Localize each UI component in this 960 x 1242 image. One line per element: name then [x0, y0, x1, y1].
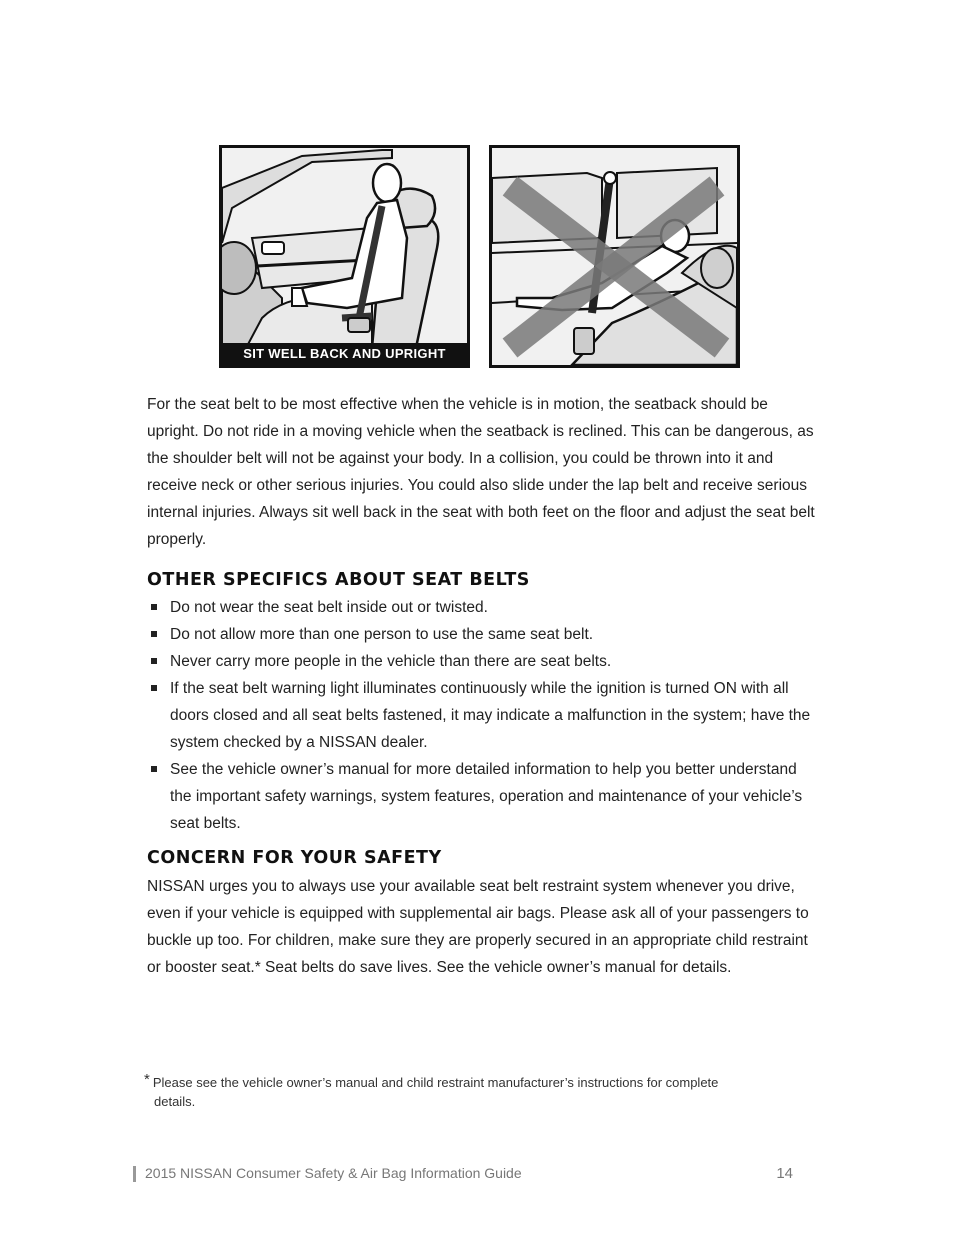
list-item: Never carry more people in the vehicle than there are seat belts.	[147, 648, 817, 675]
upright-seating-drawing	[222, 148, 467, 365]
footer-rule	[133, 1166, 136, 1182]
footnote	[144, 1073, 824, 1111]
page-number: 14	[776, 1165, 793, 1182]
concern-paragraph: NISSAN urges you to always use your available seat belt restraint system whenever you drive, even if your vehicle is equipped with supplemental air bags. Please ask all of your passengers to buckle up too. For children, make sure they are properly secured in an appropriate child restraint or booster seat.* Seat belts do save lives. See the vehicle owner’s manual for details.	[147, 878, 809, 976]
list-item: If the seat belt warning light illuminates continuously while the ignition is turned ON with all doors closed and all seat belts fastened, it may indicate a malfunction in the system; have the system checked by a NISSAN dealer.	[147, 675, 817, 756]
footnote-marker: *	[144, 1071, 150, 1088]
illustration-caption: SIT WELL BACK AND UPRIGHT	[222, 343, 467, 365]
bullet-square-icon	[151, 685, 157, 691]
illustration-reclined-wrong	[489, 145, 740, 368]
bullet-square-icon	[151, 766, 157, 772]
bullet-square-icon	[151, 658, 157, 664]
section-heading-specifics: OTHER SPECIFICS ABOUT SEAT BELTS	[147, 570, 530, 590]
footnote-text: Please see the vehicle owner’s manual and child restraint manufacturer’s instructions for complete	[152, 1075, 719, 1090]
list-item: Do not wear the seat belt inside out or twisted.	[147, 594, 817, 621]
list-item: See the vehicle owner’s manual for more detailed information to help you better understand the important safety warnings, system features, operation and maintenance of your vehicle’s seat belts.	[147, 756, 817, 837]
bullet-square-icon	[151, 631, 157, 637]
reclined-seating-drawing	[492, 148, 737, 365]
bullet-square-icon	[151, 604, 157, 610]
specifics-bullet-list	[147, 594, 817, 837]
illustration-sit-upright	[219, 145, 470, 368]
footer-title: 2015 NISSAN Consumer Safety & Air Bag Information Guide	[145, 1165, 522, 1181]
intro-paragraph: For the seat belt to be most effective when the vehicle is in motion, the seatback should be upright. Do not ride in a moving vehicle when the seatback is reclined. This can be dangerous, as the shoulder belt will not be against your body. In a collision, you could be thrown into it and receive neck or other serious injuries. You could also slide under the lap belt and receive serious internal injuries. Always sit well back in the seat with both feet on the floor and adjust the seat belt properly.	[147, 396, 815, 548]
footnote-text-continued: details.	[154, 1094, 196, 1109]
list-item: Do not allow more than one person to use the same seat belt.	[147, 621, 817, 648]
section-heading-concern: CONCERN FOR YOUR SAFETY	[147, 848, 442, 868]
page-footer	[133, 1163, 793, 1185]
